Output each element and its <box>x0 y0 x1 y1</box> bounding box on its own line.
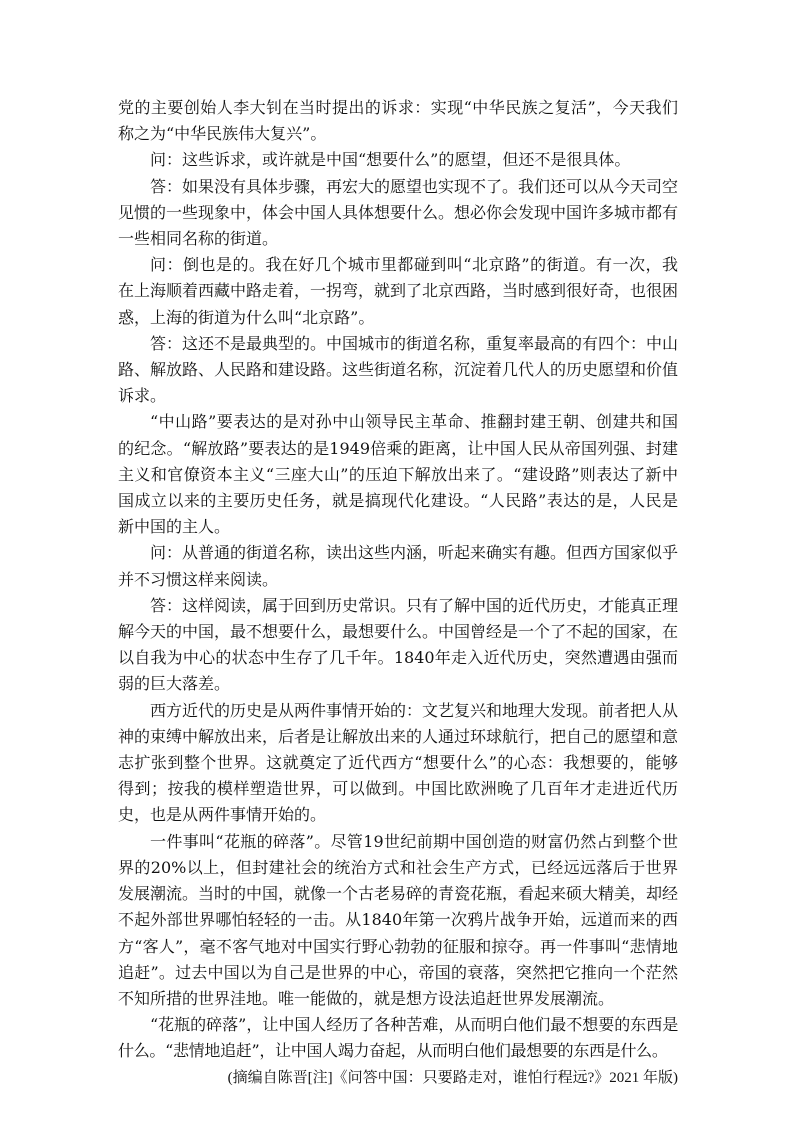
source-citation: (摘编自陈晋[注]《问答中国：只要路走对，谁怕行程远?》2021 年版) <box>227 1069 678 1086</box>
paragraph-question-2: 问：倒也是的。我在好几个城市里都碰到叫“北京路”的街道。有一次，我在上海顺着西藏中路走着，一拐弯，就到了北京西路，当时感到很好奇，也很困惑，上海的街道为什么叫“北京路”。 <box>118 255 679 327</box>
paragraph-conclusion: “花瓶的碎落”，让中国人经历了各种苦难，从而明白他们最不想要的东西是什么。“悲情地追赶”，让中国人竭力奋起，从而明白他们最想要的东西是什么。 <box>118 1015 678 1061</box>
paragraph-western-history: 西方近代的历史是从两件事情开始的：文艺复兴和地理大发现。前者把人从神的束缚中解放出来，后者是让解放出来的人通过环球航行，把自己的愿望和意志扩张到整个世界。这就奠定了近代西方“想要什么”的心态：我想要的，能够得到；按我的模样塑造世界，可以做到。中国比欧洲晚了几百年才走进近代历史，也是从两件事情开始的。 <box>118 700 679 825</box>
paragraph-intro: 党的主要创始人李大钊在当时提出的诉求：实现“中华民族之复活”，今天我们称之为“中华民族伟大复兴”。 <box>118 98 678 144</box>
paragraph-question-1: 问：这些诉求，或许就是中国“想要什么”的愿望，但还不是很具体。 <box>150 150 631 170</box>
paragraph-answer-2: 答：这还不是最典型的。中国城市的街道名称，重复率最高的有四个：中山路、解放路、人民路和建设路。这些街道名称，沉淀着几代人的历史愿望和价值诉求。 <box>118 333 679 406</box>
paragraph-street-names: “中山路”要表达的是对孙中山领导民主革命、推翻封建王朝、创建共和国的纪念。“解放路”要表达的是1949倍乘的距离，让中国人民从帝国列强、封建主义和官僚资本主义“三座大山”的压迫下解放出来了。“建设路”则表达了新中国成立以来的主要历史任务，就是搞现代化建设。“人民路”表达的是，人民是新中国的主人。 <box>118 412 678 537</box>
paragraph-vase-shattering: 一件事叫“花瓶的碎落”。尽管19世纪前期中国创造的财富仍然占到整个世界的20%以上，但封建社会的统治方式和社会生产方式，已经远远落后于世界发展潮流。当时的中国，就像一个古老易碎的青瓷花瓶，看起来硕大精美，却经不起外部世界哪怕轻轻的一击。从1840年第一次鸦片战争开始，远道而来的西方“客人”，毫不客气地对中国实行野心勃勃的征服和掠夺。再一件事叫“悲情地追赶”。过去中国以为自己是世界的中心，帝国的衰落，突然把它推向一个茫然不知所措的世界洼地。唯一能做的，就是想方设法追赶世界发展潮流。 <box>118 831 679 1008</box>
paragraph-answer-3: 答：这样阅读，属于回到历史常识。只有了解中国的近代历史，才能真正理解今天的中国，最不想要什么，最想要什么。中国曾经是一个了不起的国家，在以自我为中心的状态中生存了几千年。1840年走入近代历史，突然遭遇由强而弱的巨大落差。 <box>118 595 679 694</box>
paragraph-question-3: 问：从普通的街道名称，读出这些内涵，听起来确实有趣。但西方国家似乎并不习惯这样来阅读。 <box>118 543 679 589</box>
paragraph-answer-1: 答：如果没有具体步骤，再宏大的愿望也实现不了。我们还可以从今天司空见惯的一些现象中，体会中国人具体想要什么。想必你会发现中国许多城市都有一些相同名称的街道。 <box>118 176 679 249</box>
article-body <box>118 95 678 1091</box>
